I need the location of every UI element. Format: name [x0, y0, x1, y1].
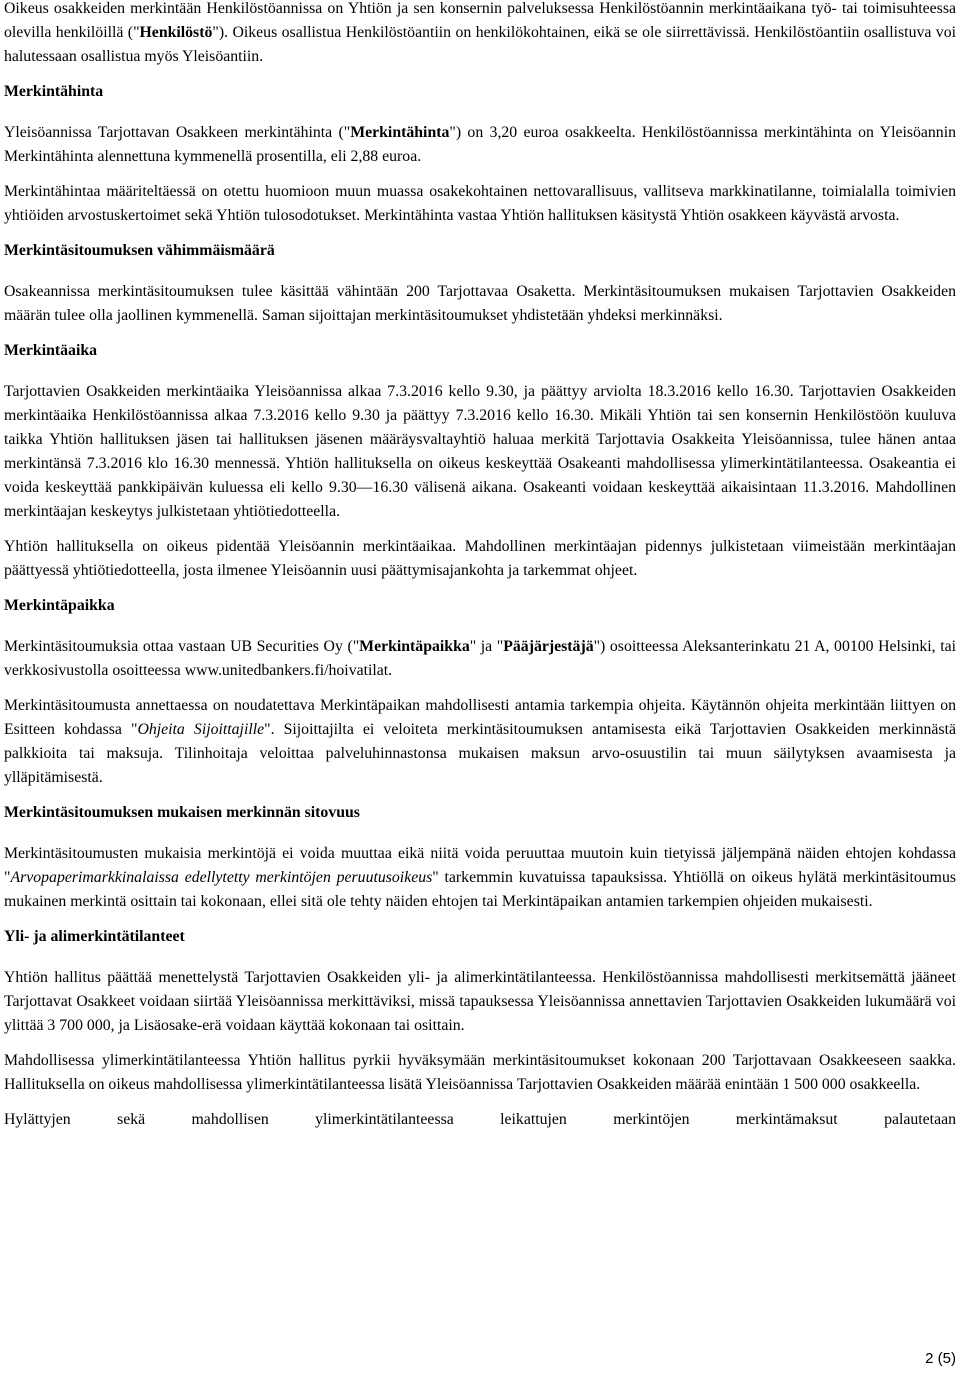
- defined-term: Merkintäpaikka: [359, 638, 470, 655]
- text-run: "). Oikeus osallistua Henkilöstöantiin on henkilökohtainen, eikä se ole siirrettävissä. Henkilöstöantiin osallistuva voi halutessaan osallistua myös Yleisöantiin.: [4, 24, 956, 65]
- text-run: Merkintäsitoumusten mukaisia merkintöjä ei voida muuttaa eikä niitä voida peruuttaa muutoin kuin tietyissä jäljempänä näiden ehtojen kohdassa ": [4, 845, 956, 886]
- defined-term: Henkilöstö: [139, 24, 213, 41]
- paragraph: Yhtiön hallituksella on oikeus pidentää Yleisöannin merkintäaikaa. Mahdollinen merkintäajan pidennys julkistetaan viimeistään merkintäajan päättyessä yhtiötiedotteella, josta ilmenee Yleisöannin uusi päättymisajankohta ja tarkemmat ohjeet.: [4, 538, 956, 579]
- section-heading-vahimmaismaara: Merkintäsitoumuksen vähimmäismäärä: [4, 242, 275, 259]
- section-heading-merkintahinta: Merkintähinta: [4, 83, 104, 100]
- section-heading-sitovuus: Merkintäsitoumuksen mukaisen merkinnän sitovuus: [4, 804, 360, 821]
- paragraph: Merkintähintaa määriteltäessä on otettu huomioon muun muassa osakekohtainen nettovarallisuus, vallitseva markkinatilanne, toimialalla toimivien yhtiöiden arvostuskertoimet sekä Yhtiön tulosodotukset. Merkintähinta vastaa Yhtiön hallituksen käsitystä Yhtiön osakkeen käyvästä arvosta.: [4, 183, 956, 224]
- page-number: 2 (5): [925, 1350, 956, 1367]
- text-run: Merkintäsitoumusta annettaessa on noudatettava Merkintäpaikan mahdollisesti antamia tarkempia ohjeita. Käytännön ohjeita merkintään liittyen on Esitteen kohdassa ": [4, 697, 956, 738]
- paragraph: [4, 842, 956, 914]
- text-run: Merkintäsitoumuksia ottaa vastaan UB Securities Oy (": [4, 638, 360, 655]
- section-heading-merkintaaika: Merkintäaika: [4, 342, 98, 359]
- cross-reference: Ohjeita Sijoittajille: [137, 721, 265, 738]
- defined-term: Merkintähinta: [350, 124, 450, 141]
- text-run: " ja ": [469, 638, 504, 655]
- document-page: [4, 0, 956, 1143]
- section-heading-ylimerkinta: Yli- ja alimerkintätilanteet: [4, 928, 185, 945]
- paragraph: [4, 121, 956, 169]
- text-run: " tarkemmin kuvatuissa tapauksissa. Yhtiöllä on oikeus hylätä merkintäsitoumus mukainen merkintä osittain tai kokonaan, ellei sitä ole tehty näiden ehtojen tai Merkintäpaikan antamien tarkempien ohjeiden mukaisesti.: [4, 869, 957, 910]
- paragraph-continued: Hylättyjen sekä mahdollisen ylimerkintätilanteessa leikattujen merkintöjen merkintämaksut palautetaan: [4, 1111, 956, 1128]
- defined-term: Pääjärjestäjä: [503, 638, 594, 655]
- cross-reference: Arvopaperimarkkinalaissa edellytetty merkintöjen peruutusoikeus: [10, 869, 433, 886]
- paragraph: [4, 635, 956, 683]
- paragraph: Yhtiön hallitus päättää menettelystä Tarjottavien Osakkeiden yli- ja alimerkintätilanteessa. Henkilöstöannissa mahdollisesti merkitsemättä jääneet Tarjottavat Osakkeet voidaan siirtää Yleisöannissa merkittäviksi, missä tapauksessa Yleisöannissa annettavien Tarjottavien Osakkeiden lukumäärä voi ylittää 3 700 000, ja Lisäosake-erä voidaan käyttää kokonaan tai osittain.: [4, 969, 956, 1034]
- text-run: ") osoitteessa Aleksanterinkatu 21 A, 00100 Helsinki, tai verkkosivustolla osoitteessa www.unitedbankers.fi/hoivatilat.: [4, 638, 957, 679]
- paragraph: Mahdollisessa ylimerkintätilanteessa Yhtiön hallitus pyrkii hyväksymään merkintäsitoumukset kokonaan 200 Tarjottavaan Osakkeeseen saakka. Hallituksella on oikeus mahdollisessa ylimerkintätilanteessa lisätä Yleisöannissa Tarjottavien Osakkeiden määrää enintään 1 500 000 osakkeella.: [4, 1052, 956, 1093]
- text-run: Yleisöannissa Tarjottavan Osakkeen merkintähinta (": [4, 124, 351, 141]
- paragraph: [4, 694, 956, 790]
- intro-paragraph: [4, 0, 956, 69]
- section-heading-merkintapaikka: Merkintäpaikka: [4, 597, 115, 614]
- paragraph: Osakeannissa merkintäsitoumuksen tulee käsittää vähintään 200 Tarjottavaa Osaketta. Merkintäsitoumuksen mukaisen Tarjottavien Osakkeiden määrän tulee olla jaollinen kymmenellä. Saman sijoittajan merkintäsitoumukset yhdistetään yhdeksi merkinnäksi.: [4, 283, 956, 324]
- text-run: Oikeus osakkeiden merkintään Henkilöstöannissa on Yhtiön ja sen konsernin palveluksessa Henkilöstöannin merkintäaikana työ- tai toimisuhteessa olevilla henkilöillä (": [4, 0, 956, 41]
- paragraph: Tarjottavien Osakkeiden merkintäaika Yleisöannissa alkaa 7.3.2016 kello 9.30, ja päättyy arviolta 18.3.2016 kello 16.30. Tarjottavien Osakkeiden merkintäaika Henkilöstöannissa alkaa 7.3.2016 kello 9.30 ja päättyy 7.3.2016 kello 16.30. Mikäli Yhtiön tai sen konsernin Henkilöstöön kuuluva taikka Yhtiön hallituksen jäsen tai hallituksen jäsenen määräysvaltayhtiö haluaa merkitä Tarjottavia Osakkeita Yleisöannissa, tulee hänen antaa merkintänsä 7.3.2016 klo 16.30 mennessä. Yhtiön hallituksella on oikeus keskeyttää Osakeanti mahdollisessa ylimerkintätilanteessa. Osakeantia ei voida keskeyttää pankkipäivän kuluessa eli kello 9.30—16.30 välisenä aikana. Osakeanti voidaan keskeyttää aikaisintaan 11.3.2016. Mahdollinen merkintäajan keskeytys julkistetaan yhtiötiedotteella.: [4, 383, 956, 520]
- text-run: ") on 3,20 euroa osakkeelta. Henkilöstöannissa merkintähinta on Yleisöannin Merkintähinta alennettuna kymmenellä prosentilla, eli 2,88 euroa.: [4, 124, 956, 165]
- text-run: ". Sijoittajilta ei veloiteta merkintäsitoumuksen antamisesta eikä Tarjottavien Osakkeiden merkinnästä palkkioita tai maksuja. Tilinhoitaja veloittaa palveluhinnastonsa mukaisen maksun arvo-osuustilin tai muun säilytyksen avaamisesta ja ylläpitämisestä.: [4, 721, 956, 786]
